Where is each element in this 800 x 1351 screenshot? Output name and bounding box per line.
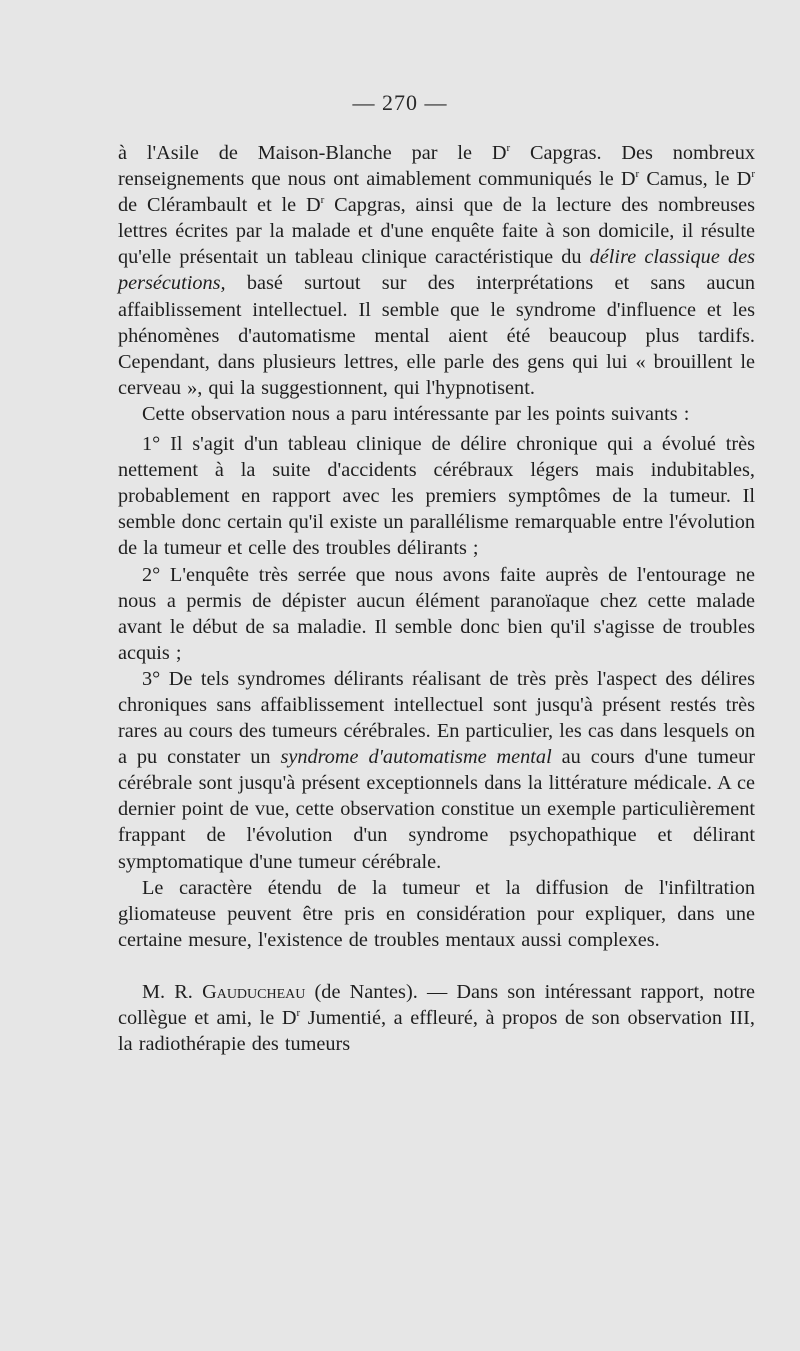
body-text (118, 140, 755, 1057)
paragraph-point-3: 3° De tels syndromes délirants réalisant de très près l'aspect des délires chroniques sans affaiblissement intellectuel sont jusqu'à présent restés très rares au cours des tumeurs cérébrales. En particulier, les cas dans lesquels on a pu constater un syndrome d'automatisme mental au cours d'une tumeur cérébrale sont jusqu'à présent exceptionnels dans la littérature médicale. A ce dernier point de vue, cette observation constitue un exemple particulièrement frappant de l'évolution d'un syndrome psychopathique et délirant symptomatique d'une tumeur cérébrale. (118, 667, 755, 873)
paragraph-point-1: 1° Il s'agit d'un tableau clinique de délire chronique qui a évolué très nettement à la suite d'accidents cérébraux légers mais indubitables, probablement en rapport avec les premiers symptômes de la tumeur. Il semble donc certain qu'il existe un parallélisme remarquable entre l'évolution de la tumeur et celle des troubles délirants ; (118, 433, 755, 560)
paragraph-7: M. R. Gauducheau (de Nantes). — Dans son intéressant rapport, notre collègue et ami, le $D^r$ Jumentié, a effleuré, à propos de son observation III, la radiothérapie des tumeurs (118, 980, 756, 1056)
speaker-name: Gauducheau (202, 980, 306, 1003)
page-number: — 270 — (352, 90, 448, 115)
paragraph-point-2: 2° L'enquête très serrée que nous avons faite auprès de l'entourage ne nous a permis de dépister aucun élément paranoïaque chez cette malade avant le début de sa maladie. Il semble donc bien qu'il s'agisse de troubles acquis ; (118, 563, 755, 664)
paragraph-6: Le caractère étendu de la tumeur et la diffusion de l'infiltration gliomateuse peuvent être pris en considération pour expliquer, dans une certaine mesure, l'existence de troubles mentaux aussi complexes. (118, 876, 755, 951)
italic-term: syndrome d'automatisme mental (280, 746, 552, 769)
italic-term: délire classique des persécutions, (118, 246, 755, 295)
paragraph-1: à l'Asile de Maison-Blanche par le $D^r$ Capgras. Des nombreux renseignements que nous ont aimablement communiqués le $D^r$ Camus, le $D^r$ de Clérambault et le $D^r$ Capgras, ainsi que de la lecture des nombreuses lettres écrites par la malade et d'une enquête faite à son domicile, il résulte qu'elle présentait un tableau clinique caractéristique du délire classique des persécutions, basé surtout sur des interprétations et sans aucun affaiblissement intellectuel. Il semble que le syndrome d'influence et les phénomènes d'automatisme mental aient été beaucoup plus tardifs. Cependant, dans plusieurs lettres, elle parle des gens qui lui « brouillent le cerveau », qui la suggestionnent, qui l'hypnotisent. (118, 142, 755, 399)
paragraph-2: Cette observation nous a paru intéressante par les points suivants : (142, 402, 690, 425)
